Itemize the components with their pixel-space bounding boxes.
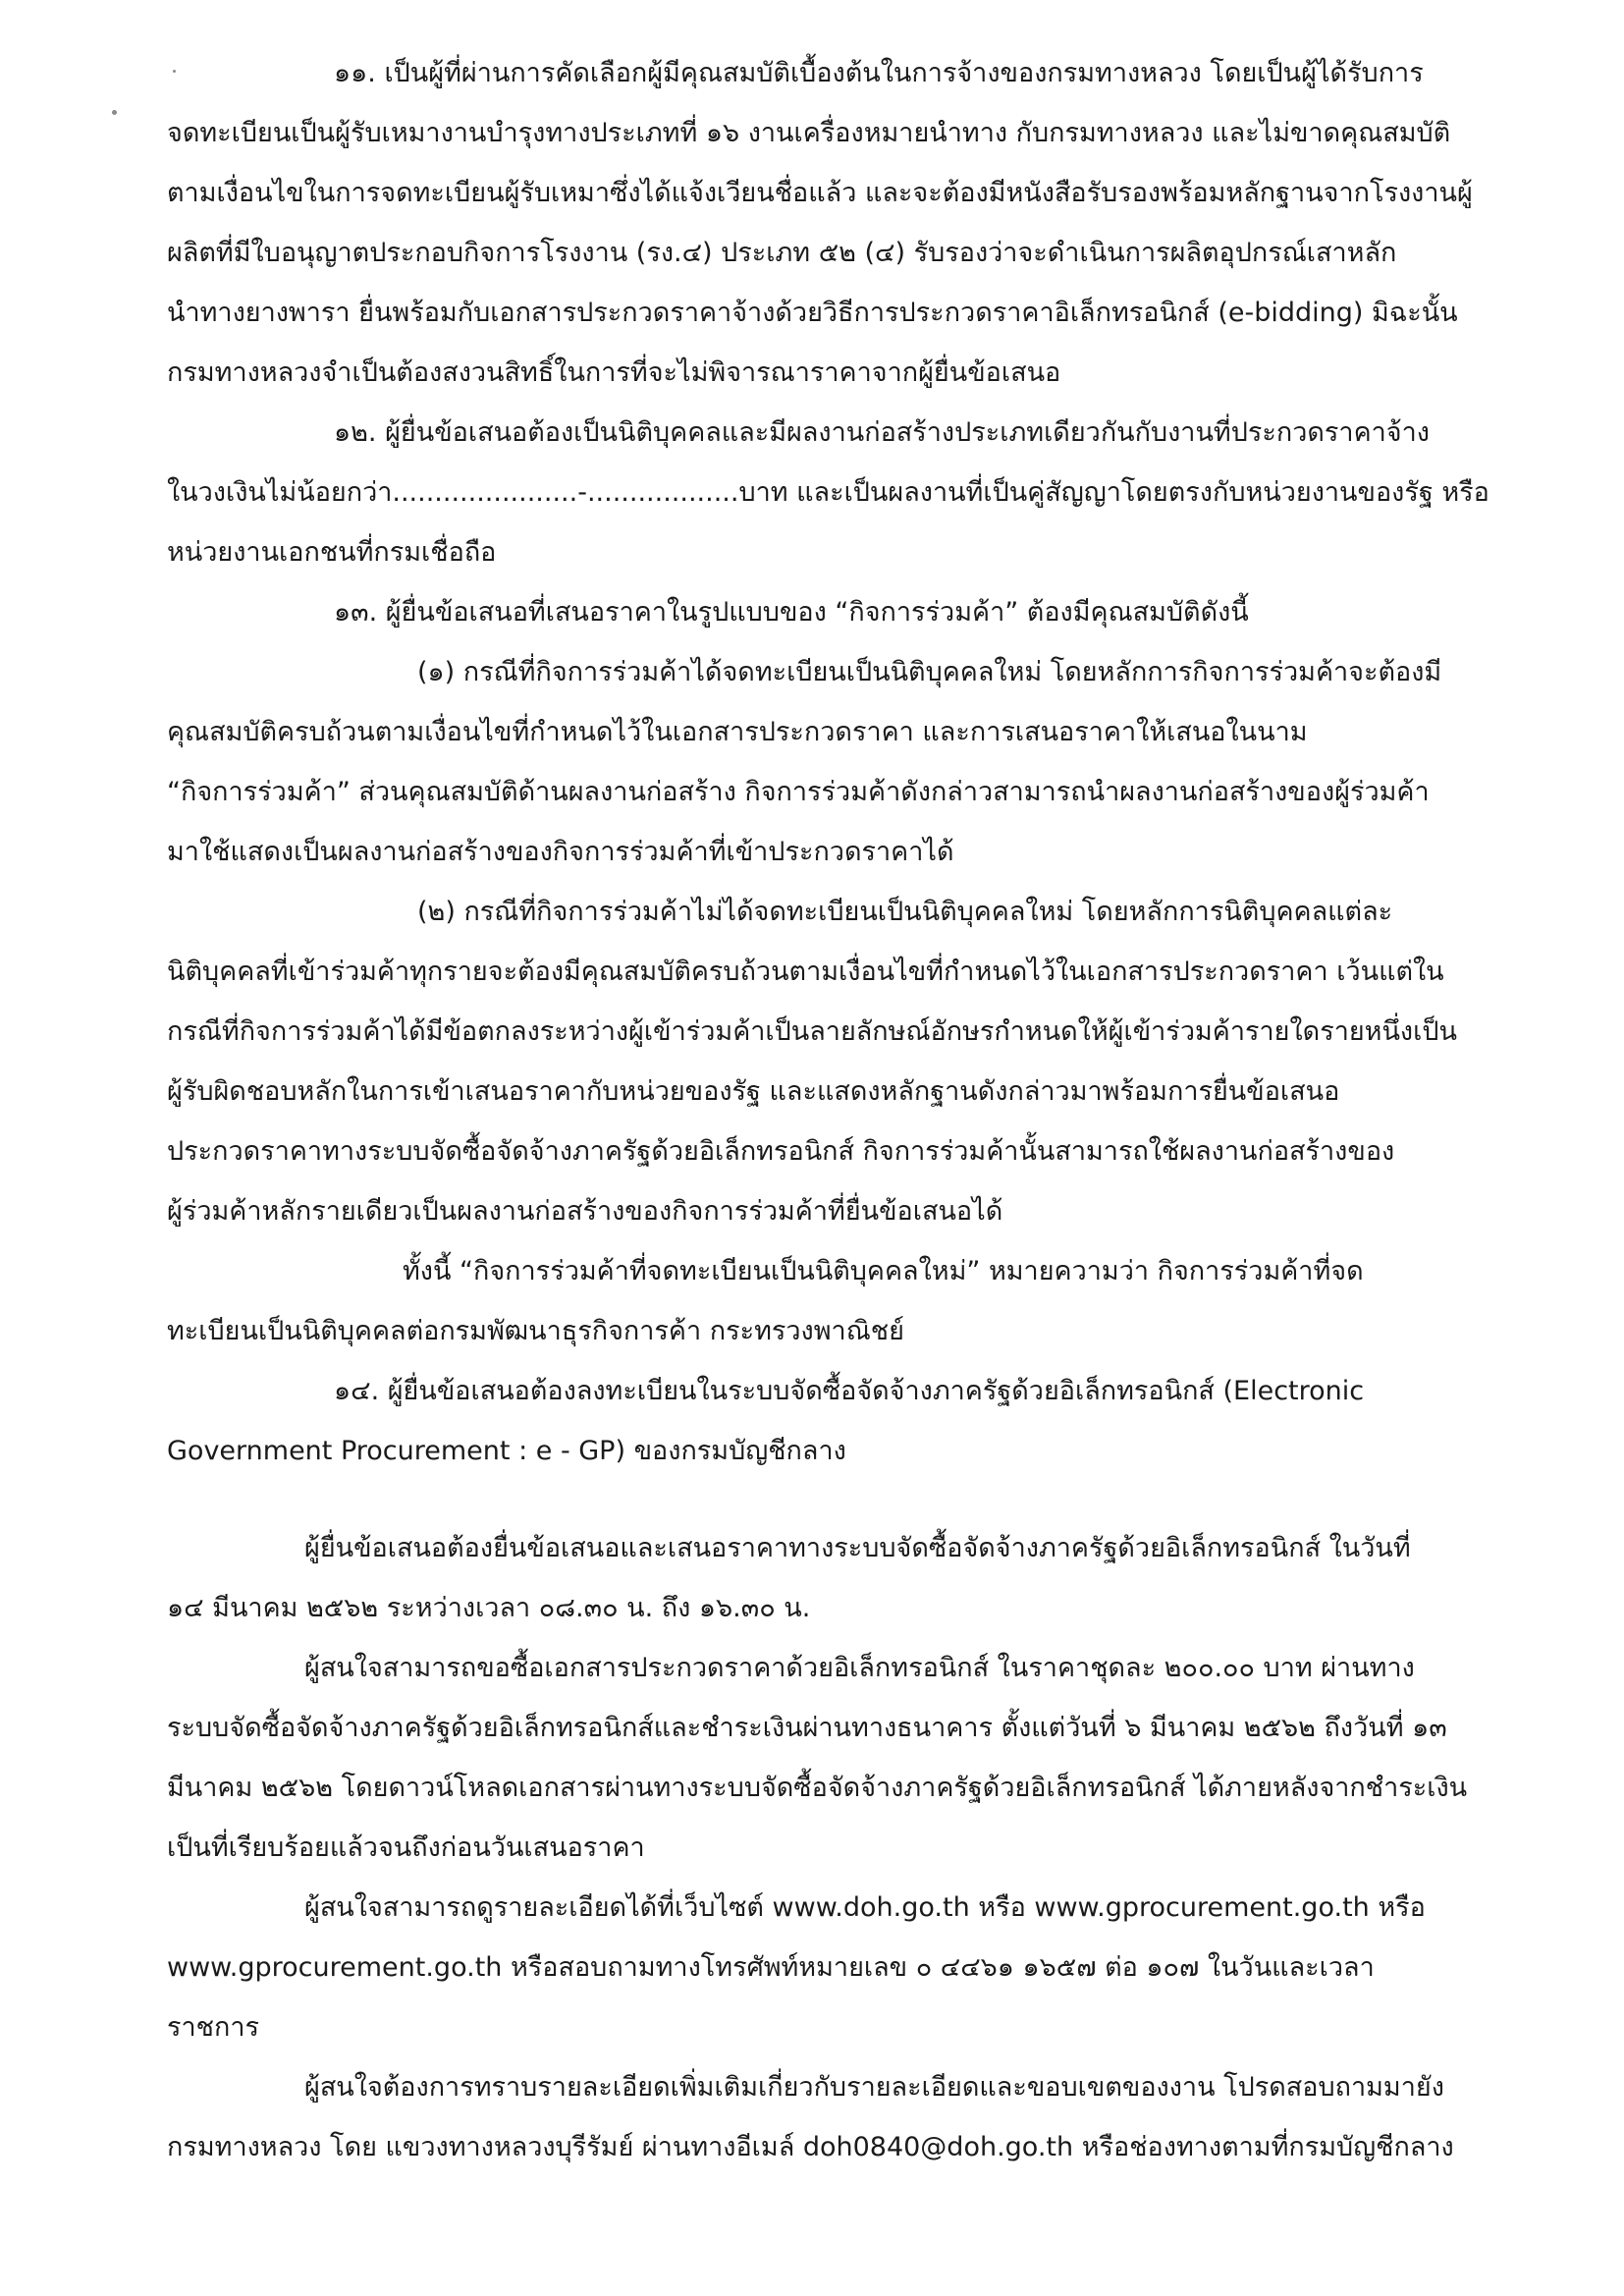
paragraph-gap (167, 1481, 1483, 1518)
clause-13-note (167, 1241, 1483, 1361)
text-line: ผู้ยื่นข้อเสนอต้องยื่นข้อเสนอและเสนอราคาทางระบบจัดซื้อจัดจ้างภาครัฐด้วยอิเล็กทรอนิกส์ ในวันที่ (304, 1533, 1411, 1563)
clause-11 (167, 43, 1483, 403)
text-line: กรมทางหลวง โดย แขวงทางหลวงบุรีรัมย์ ผ่านทางอีเมล์ doh0840@doh.go.th หรือช่องทางตามที่กรมบัญชีกลาง (167, 2132, 1454, 2162)
text-line: (๒) กรณีที่กิจการร่วมค้าไม่ได้จดทะเบียนเป็นนิติบุคคลใหม่ โดยหลักการนิติบุคคลแต่ละ (417, 897, 1393, 927)
text-line: www.gprocurement.go.th หรือสอบถามทางโทรศัพท์หมายเลข ๐ ๔๔๖๑ ๑๖๕๗ ต่อ ๑๐๗ ในวันและเวลา (167, 1952, 1375, 1983)
text-line: จดทะเบียนเป็นผู้รับเหมางานบำรุงทางประเภทที่ ๑๖ งานเครื่องหมายนำทาง กับกรมทางหลวง และไม่ขาดคุณสมบัติ (167, 118, 1451, 148)
text-line: Government Procurement : e - GP) ของกรมบัญชีกลาง (167, 1436, 846, 1466)
text-line: กรมทางหลวงจำเป็นต้องสงวนสิทธิ์ในการที่จะไม่พิจารณาราคาจากผู้ยื่นข้อเสนอ (167, 357, 1061, 388)
text-line: มีนาคม ๒๕๖๒ โดยดาวน์โหลดเอกสารผ่านทางระบบจัดซื้อจัดจ้างภาครัฐด้วยอิเล็กทรอนิกส์ ได้ภายหลังจากชำระเงิน (167, 1773, 1468, 1803)
text-line: ๑๑. เป็นผู้ที่ผ่านการคัดเลือกผู้มีคุณสมบัติเบื้องต้นในการจ้างของกรมทางหลวง โดยเป็นผู้ได้รับการ (334, 58, 1424, 88)
text-line: เป็นที่เรียบร้อยแล้วจนถึงก่อนวันเสนอราคา (167, 1832, 645, 1863)
submission-paragraph (167, 1518, 1483, 1638)
clause-13 (167, 582, 1483, 642)
clause-14 (167, 1361, 1483, 1481)
text-line: ทั้งนี้ “กิจการร่วมค้าที่จดทะเบียนเป็นนิติบุคคลใหม่” หมายความว่า กิจการร่วมค้าที่จด (403, 1256, 1364, 1286)
text-line: ในวงเงินไม่น้อยกว่า......................-..................บาท และเป็นผลงานที่เป็นคู่สัญญาโดยตรงกับหน่วยงานของรัฐ หรือ (167, 477, 1489, 508)
text-line: กรณีที่กิจการร่วมค้าได้มีข้อตกลงระหว่างผู้เข้าร่วมค้าเป็นลายลักษณ์อักษรกำหนดให้ผู้เข้าร่วมค้ารายใดรายหนึ่งเป็น (167, 1016, 1457, 1047)
clause-12 (167, 403, 1489, 582)
text-line: ๑๔. ผู้ยื่นข้อเสนอต้องลงทะเบียนในระบบจัดซื้อจัดจ้างภาครัฐด้วยอิเล็กทรอนิกส์ (Electronic (334, 1376, 1365, 1406)
text-line: ๑๔ มีนาคม ๒๕๖๒ ระหว่างเวลา ๐๘.๓๐ น. ถึง ๑๖.๓๐ น. (167, 1593, 811, 1623)
inquiry-paragraph (167, 2057, 1483, 2177)
text-line: นำทางยางพารา ยื่นพร้อมกับเอกสารประกวดราคาจ้างด้วยวิธีการประกวดราคาอิเล็กทรอนิกส์ (e-bidding) มิฉะนั้น (167, 298, 1458, 328)
text-line: ผู้สนใจสามารถขอซื้อเอกสารประกวดราคาด้วยอิเล็กทรอนิกส์ ในราคาชุดละ ๒๐๐.๐๐ บาท ผ่านทาง (304, 1653, 1415, 1683)
text-line: หน่วยงานเอกชนที่กรมเชื่อถือ (167, 537, 497, 568)
text-line: ราชการ (167, 2012, 259, 2043)
text-line: ผู้สนใจต้องการทราบรายละเอียดเพิ่มเติมเกี่ยวกับรายละเอียดและขอบเขตของงาน โปรดสอบถามมายัง (304, 2072, 1444, 2103)
text-line: ๑๓. ผู้ยื่นข้อเสนอที่เสนอราคาในรูปแบบของ “กิจการร่วมค้า” ต้องมีคุณสมบัติดังนี้ (334, 597, 1249, 628)
details-paragraph (167, 1878, 1483, 2057)
text-line: นิติบุคคลที่เข้าร่วมค้าทุกรายจะต้องมีคุณสมบัติครบถ้วนตามเงื่อนไขที่กำหนดไว้ในเอกสารประกวดราคา เว้นแต่ใน (167, 957, 1444, 987)
text-line: ระบบจัดซื้อจัดจ้างภาครัฐด้วยอิเล็กทรอนิกส์และชำระเงินผ่านทางธนาคาร ตั้งแต่วันที่ ๖ มีนาคม ๒๕๖๒ ถึงวันที่ ๑๓ (167, 1713, 1447, 1743)
text-line: ผู้สนใจสามารถดูรายละเอียดได้ที่เว็บไซต์ www.doh.go.th หรือ www.gprocurement.go.th หรือ (304, 1892, 1426, 1923)
text-line: ผู้ร่วมค้าหลักรายเดียวเป็นผลงานก่อสร้างของกิจการร่วมค้าที่ยื่นข้อเสนอได้ (167, 1196, 1003, 1227)
document-body (167, 43, 1489, 2177)
text-line: “กิจการร่วมค้า” ส่วนคุณสมบัติด้านผลงานก่อสร้าง กิจการร่วมค้าดังกล่าวสามารถนำผลงานก่อสร้างของผู้ร่วมค้า (167, 777, 1430, 807)
text-line: ๑๒. ผู้ยื่นข้อเสนอต้องเป็นนิติบุคคลและมีผลงานก่อสร้างประเภทเดียวกันกับงานที่ประกวดราคาจ้าง (334, 417, 1430, 448)
text-line: ตามเงื่อนไขในการจดทะเบียนผู้รับเหมาซึ่งได้แจ้งเวียนชื่อแล้ว และจะต้องมีหนังสือรับรองพร้อมหลักฐานจากโรงงานผู้ (167, 178, 1473, 208)
text-line: (๑) กรณีที่กิจการร่วมค้าได้จดทะเบียนเป็นนิติบุคคลใหม่ โดยหลักการกิจการร่วมค้าจะต้องมี (417, 657, 1442, 687)
clause-13-1 (167, 642, 1483, 882)
scan-speck (112, 110, 117, 115)
text-line: ประกวดราคาทางระบบจัดซื้อจัดจ้างภาครัฐด้วยอิเล็กทรอนิกส์ กิจการร่วมค้านั้นสามารถใช้ผลงานก่อสร้างของ (167, 1136, 1395, 1167)
clause-13-2 (167, 882, 1483, 1241)
text-line: มาใช้แสดงเป็นผลงานก่อสร้างของกิจการร่วมค้าที่เข้าประกวดราคาได้ (167, 837, 954, 867)
text-line: ผลิตที่มีใบอนุญาตประกอบกิจการโรงงาน (รง.๔) ประเภท ๕๒ (๔) รับรองว่าจะดำเนินการผลิตอุปกรณ์เสาหลัก (167, 238, 1397, 268)
text-line: คุณสมบัติครบถ้วนตามเงื่อนไขที่กำหนดไว้ในเอกสารประกวดราคา และการเสนอราคาให้เสนอในนาม (167, 717, 1308, 747)
purchase-paragraph (167, 1638, 1483, 1878)
text-line: ผู้รับผิดชอบหลักในการเข้าเสนอราคากับหน่วยของรัฐ และแสดงหลักฐานดังกล่าวมาพร้อมการยื่นข้อเสนอ (167, 1076, 1340, 1107)
text-line: ทะเบียนเป็นนิติบุคคลต่อกรมพัฒนาธุรกิจการค้า กระทรวงพาณิชย์ (167, 1316, 904, 1346)
